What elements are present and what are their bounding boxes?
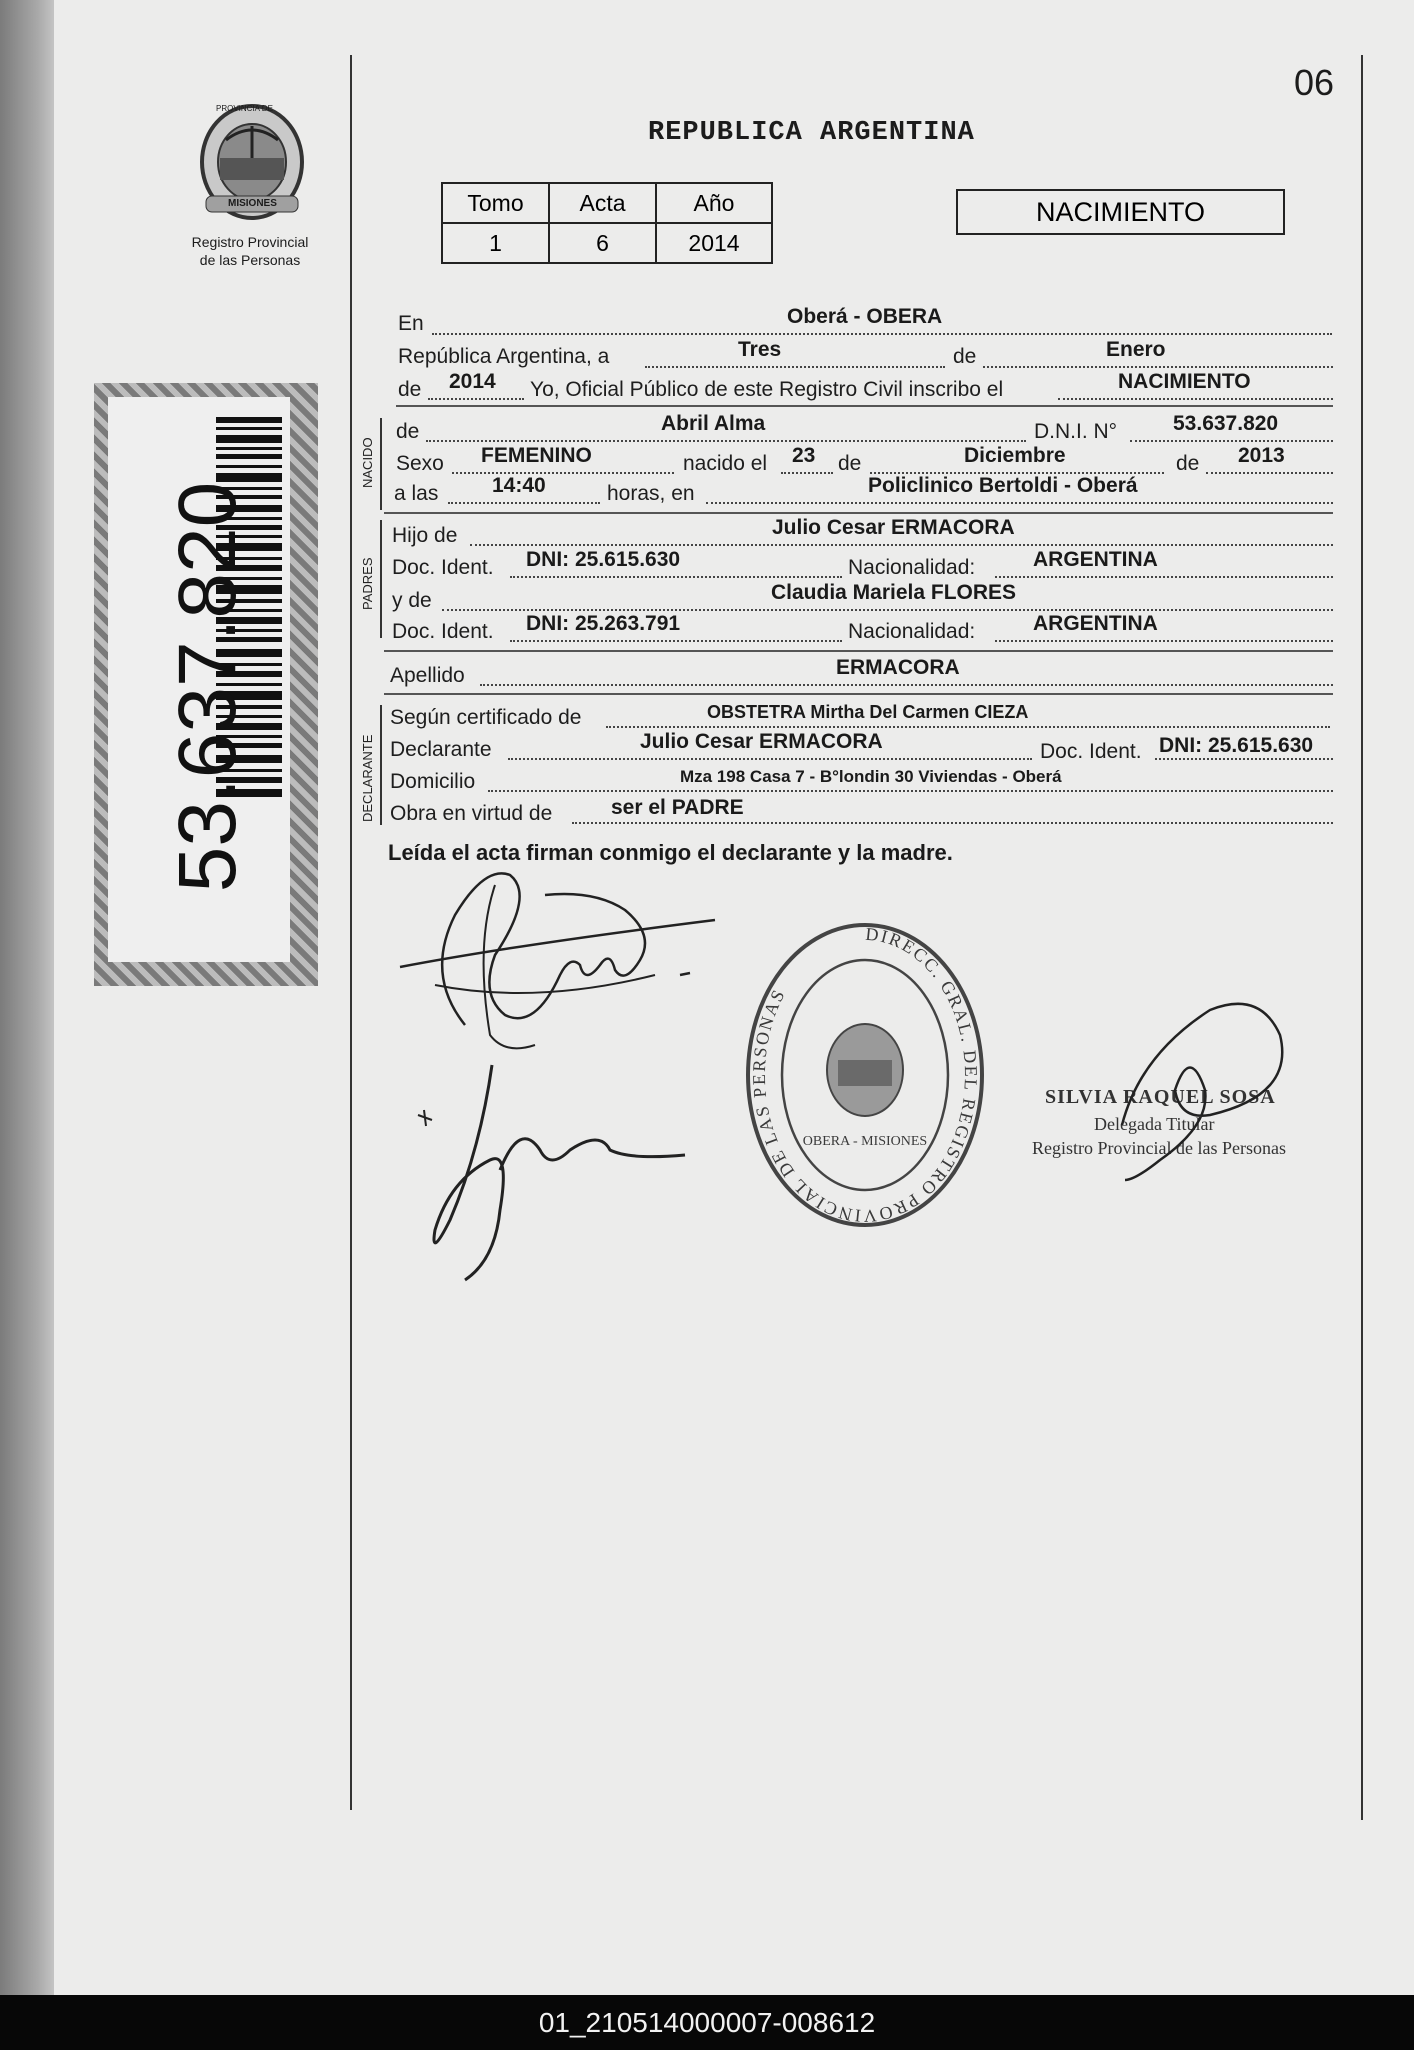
value-acto: NACIMIENTO [1118,370,1251,393]
value-certificado: OBSTETRA Mirtha Del Carmen CIEZA [707,702,1029,722]
dots-anio [428,398,524,400]
dots-sexo [452,472,674,474]
label-doc-ident-madre: Doc. Ident. [392,620,494,643]
table-value-tomo: 1 [442,223,549,263]
act-type-box: NACIMIENTO [956,189,1285,235]
official-title: Delegada Titular [1094,1114,1215,1134]
label-a-las: a las [394,482,439,505]
value-padre: Julio Cesar ERMACORA [772,516,1015,539]
label-de-anio-nac: de [1176,452,1200,475]
value-nombre: Abril Alma [661,412,766,435]
closing-statement: Leída el acta firman conmigo el declarante y la madre. [388,840,953,865]
divider-1 [396,405,1333,407]
signature-official-icon [1080,995,1300,1185]
dots-apellido [480,684,1333,686]
dots-mes [983,366,1333,368]
dots-dni [1130,440,1333,442]
value-mes: Enero [1106,338,1166,361]
dots-madre [442,609,1333,611]
value-apellido: ERMACORA [836,656,960,679]
label-horas-en: horas, en [607,482,695,505]
label-doc-ident-declarante: Doc. Ident. [1040,740,1142,763]
value-dia-nac: 23 [792,444,816,467]
label-sexo: Sexo [396,452,444,475]
dots-obra [572,822,1333,824]
official-office: Registro Provincial de las Personas [1032,1138,1286,1158]
value-madre-doc: DNI: 25.263.791 [526,612,681,635]
label-hijo-de: Hijo de [392,524,458,547]
section-label-padres: PADRES [360,557,375,610]
dots-anio-nac [1206,472,1333,474]
label-en: En [398,312,424,335]
value-mes-nac: Diciembre [964,444,1066,467]
dots-certificado [606,726,1330,728]
section-bar-nacido [380,418,382,510]
label-domicilio: Domicilio [390,770,476,793]
table-value-acta: 6 [549,223,656,263]
value-lugar: Oberá - OBERA [787,305,943,328]
value-domicilio: Mza 198 Casa 7 - B°londin 30 Viviendas - Oberá [680,767,1062,786]
table-value-anio: 2014 [656,223,772,263]
label-y-de: y de [392,589,432,612]
registry-name: Registro Provincial [191,234,309,250]
record-table [441,182,773,264]
dots-acto [1058,398,1333,400]
dots-declarante-doc [1155,758,1333,760]
value-lugar-nac: Policlinico Bertoldi - Oberá [868,474,1138,497]
label-inscribo: Yo, Oficial Público de este Registro Civil inscribo el [530,378,1004,401]
value-hora: 14:40 [492,474,546,497]
value-anio: 2014 [449,370,496,393]
dots-declarante [508,758,1032,760]
label-dni: D.N.I. N° [1034,420,1118,443]
right-margin-line [1361,55,1363,1820]
file-id-footer: 01_210514000007-008612 [0,1995,1414,2050]
label-segun-certificado: Según certificado de [390,706,582,729]
dots-en [432,333,1332,335]
value-madre: Claudia Mariela FLORES [771,581,1017,604]
dots-padre [470,544,1333,546]
dots-lugar-nac [706,502,1333,504]
barcode-number: 53.637.820 [162,481,253,893]
dots-domicilio [488,790,1333,792]
table-header-acta: Acta [549,183,656,223]
table-header-anio: Año [656,183,772,223]
label-nacido-el: nacido el [683,452,768,475]
dots-padre-doc [510,576,842,578]
official-name: SILVIA RAQUEL SOSA [1045,1086,1276,1108]
label-doc-ident-padre: Doc. Ident. [392,556,494,579]
registry-subtitle: de las Personas [199,252,301,268]
document-title: REPUBLICA ARGENTINA [648,118,975,148]
dots-padre-nac [995,576,1333,578]
label-nacionalidad-madre: Nacionalidad: [848,620,976,643]
stamp-inner-text: OBERA - MISIONES [802,1134,928,1149]
label-nacionalidad-padre: Nacionalidad: [848,556,976,579]
page-number: 06 [1294,62,1335,103]
value-madre-nac: ARGENTINA [1033,612,1158,635]
label-de-anio: de [398,378,422,401]
label-de-mes: de [953,345,977,368]
section-bar-padres [380,520,382,638]
value-padre-nac: ARGENTINA [1033,548,1158,571]
seal-text-top: PROVINCIA DE [216,104,273,113]
seal-text-bottom: MISIONES [228,198,277,209]
stamp-ring-text: DIRECC. GRAL. DEL REGISTRO PROVINCIAL DE LAS PERSONAS [748,923,982,1227]
label-obra: Obra en virtud de [390,802,553,825]
divider-3 [384,650,1333,652]
label-declarante: Declarante [390,738,492,761]
scan-left-edge [0,0,54,1995]
value-dia: Tres [738,338,782,361]
dots-madre-nac [995,640,1333,642]
section-label-nacido: NACIDO [360,437,375,488]
section-bar-declarante [380,705,382,825]
label-de-nombre: de [396,420,420,443]
value-padre-doc: DNI: 25.615.630 [526,548,681,571]
section-label-declarante: DECLARANTE [360,734,375,822]
label-apellido: Apellido [390,664,465,687]
dots-hora [448,502,600,504]
dots-nombre [426,440,1026,442]
table-header-tomo: Tomo [442,183,549,223]
signature-declarante-icon [395,855,725,1060]
value-declarante-doc: DNI: 25.615.630 [1159,734,1314,757]
value-sexo: FEMENINO [481,444,592,467]
value-obra: ser el PADRE [611,796,744,819]
official-stamp-icon [740,920,990,1230]
label-republica: República Argentina, a [398,345,610,368]
value-anio-nac: 2013 [1238,444,1285,467]
dots-dia [645,366,945,368]
signature-madre-icon [410,1060,700,1290]
dots-dia-nac [781,472,833,474]
value-dni: 53.637.820 [1173,412,1279,435]
label-de-mes-nac: de [838,452,862,475]
value-declarante: Julio Cesar ERMACORA [640,730,883,753]
divider-4 [384,693,1333,695]
barcode-label [94,383,318,986]
left-margin-line [350,55,352,1810]
dots-madre-doc [510,640,842,642]
divider-2 [384,512,1333,514]
